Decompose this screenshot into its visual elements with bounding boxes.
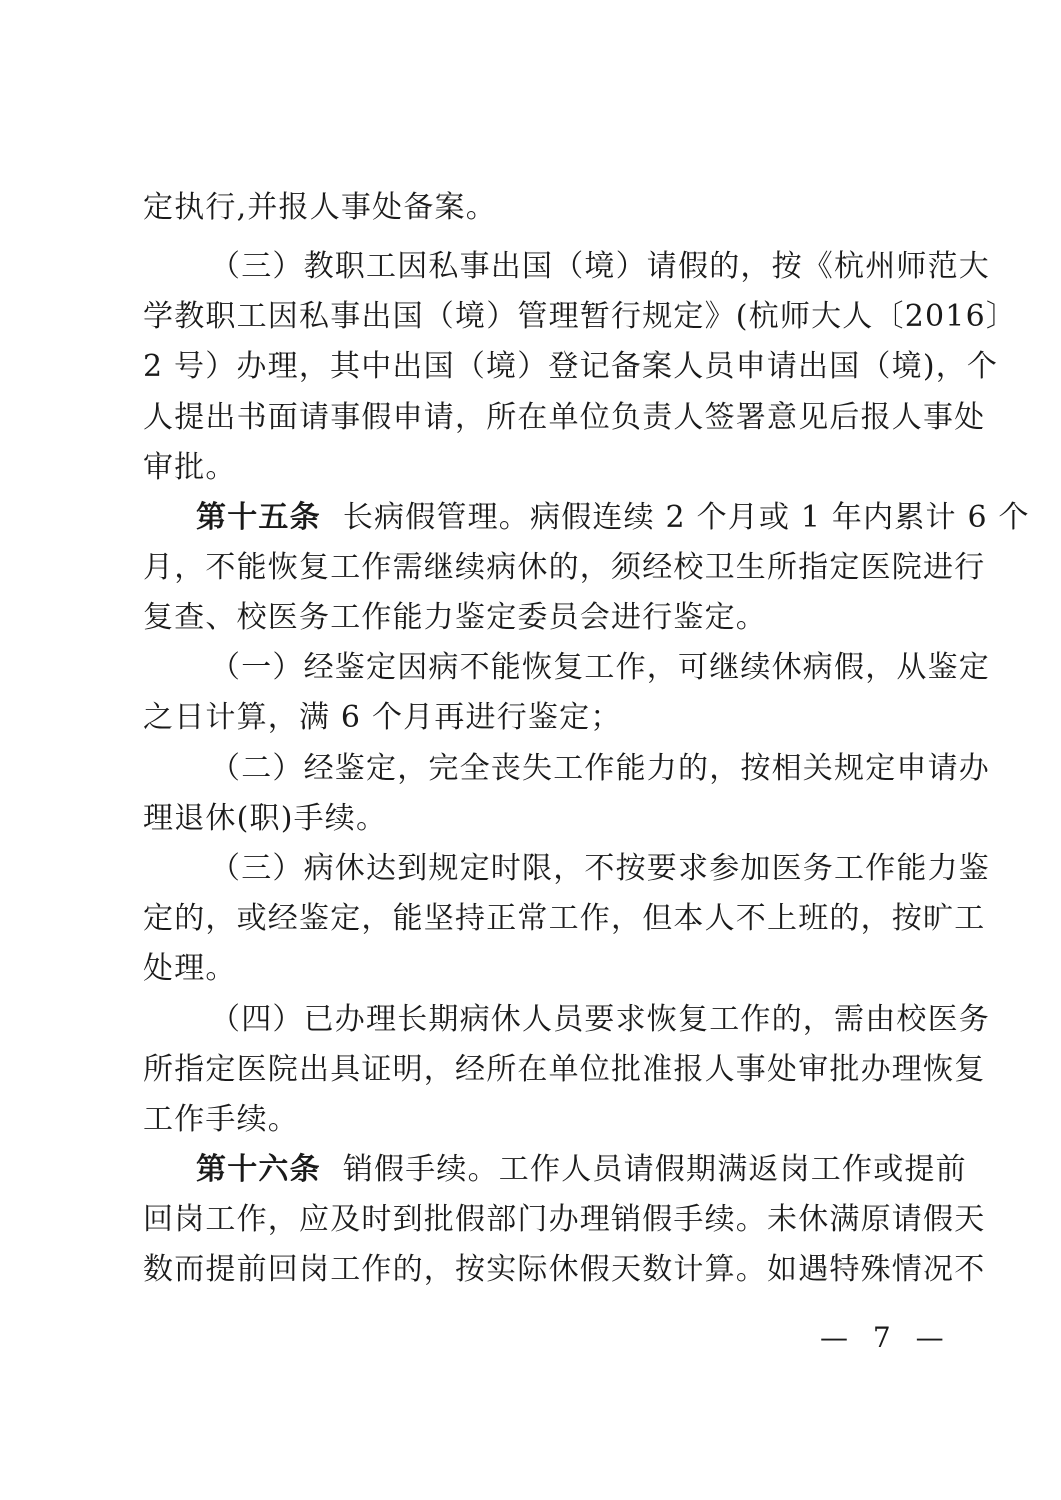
text-line: （一）经鉴定因病不能恢复工作，可继续休病假，从鉴定: [210, 650, 990, 685]
text-line: 回岗工作，应及时到批假部门办理销假手续。未休满原请假天: [143, 1202, 986, 1237]
text-line: （三）教职工因私事出国（境）请假的，按《杭州师范大: [210, 249, 990, 284]
text-line: （三）病休达到规定时限，不按要求参加医务工作能力鉴: [210, 851, 990, 886]
page-number: — 7 —: [820, 1321, 952, 1354]
text-line: 之日计算，满 6 个月再进行鉴定；: [143, 700, 622, 735]
text-line: 定执行,并报人事处备案。: [143, 190, 497, 225]
text-line: 月，不能恢复工作需继续病休的，须经校卫生所指定医院进行: [143, 550, 986, 585]
text-line: 2 号）办理，其中出国（境）登记备案人员申请出国（境)，个: [143, 349, 999, 384]
text-line: （四）已办理长期病休人员要求恢复工作的，需由校医务: [210, 1002, 990, 1037]
text-line: 理退休(职)手续。: [143, 801, 388, 836]
text-line: 定的，或经鉴定，能坚持正常工作，但本人不上班的，按旷工: [143, 901, 986, 936]
text-line: 数而提前回岗工作的，按实际休假天数计算。如遇特殊情况不: [143, 1252, 986, 1287]
article-line: [196, 498, 1030, 538]
article-heading: 第十五条: [196, 500, 321, 535]
text-line: 审批。: [143, 450, 237, 485]
text-line: 复查、校医务工作能力鉴定委员会进行鉴定。: [143, 600, 767, 635]
text-line: 所指定医院出具证明，经所在单位批准报人事处审批办理恢复: [143, 1052, 986, 1087]
article-text: 长病假管理。病假连续 2 个月或 1 年内累计 6 个: [342, 500, 1030, 535]
text-line: （二）经鉴定，完全丧失工作能力的，按相关规定申请办: [210, 751, 990, 786]
text-line: 工作手续。: [143, 1102, 299, 1137]
text-line: 人提出书面请事假申请，所在单位负责人签署意见后报人事处: [143, 400, 986, 435]
article-heading: 第十六条: [196, 1152, 321, 1187]
text-line: 学教职工因私事出国（境）管理暂行规定》(杭师大人〔2016〕: [143, 299, 1018, 334]
article-text: 销假手续。工作人员请假期满返岗工作或提前: [342, 1152, 967, 1187]
text-line: 处理。: [143, 951, 237, 986]
article-line: [196, 1150, 967, 1190]
